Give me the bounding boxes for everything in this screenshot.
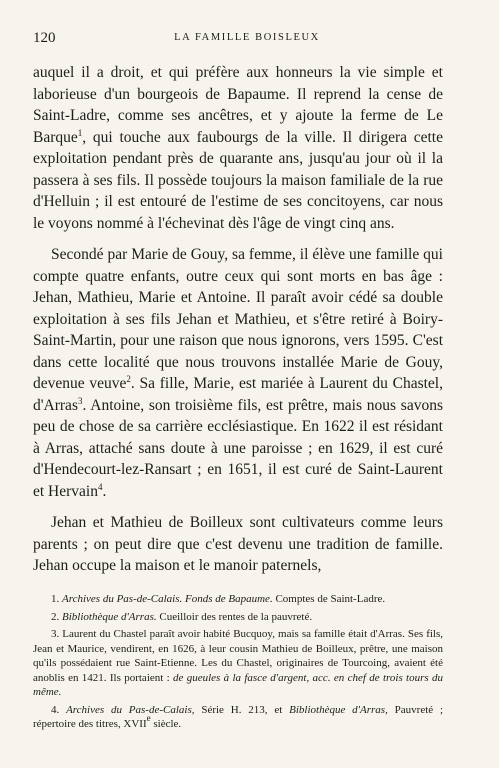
footnotes	[33, 592, 443, 735]
footnote-ref-2: 2	[126, 374, 131, 384]
footnote-1-text: Comptes de Saint-Ladre.	[272, 593, 386, 605]
paragraph-1	[33, 62, 443, 234]
paragraph-2-text-d: .	[102, 482, 107, 500]
footnote-1	[33, 592, 443, 607]
paragraph-1-text-a: auquel il a droit, et qui préfère aux honneurs la vie simple et laborieuse d'un bourgeois de Bapaume. Il reprend la cense de Saint-Ladre, comme ses ancêtres, et y ajoute la ferme de Le Barque	[33, 64, 443, 146]
paragraph-2-text-b: . Sa fille, Marie, est mariée à Laurent du Chastel, d'Arras	[33, 375, 443, 414]
paragraph-3: Jehan et Mathieu de Boilleux sont cultivateurs comme leurs parents ; on peut dire que c'est devenu une tradition de famille. Jehan occupe la maison et le manoir paternels,	[33, 514, 443, 574]
footnote-4	[33, 703, 443, 732]
paragraph-2	[33, 244, 443, 502]
footnote-2-source: Bibliothèque d'Arras.	[62, 610, 157, 623]
footnote-4-source-a: Archives du Pas-de-Calais,	[66, 703, 195, 716]
footnote-4-text-b: Pauvreté ; répertoire des titres, XVII	[33, 703, 444, 730]
footnote-4-text-c: siècle.	[150, 718, 182, 730]
footnote-3	[33, 627, 443, 700]
footnote-2	[33, 610, 443, 625]
footnote-4-number: 4.	[51, 703, 60, 716]
footnote-ref-3: 3	[77, 395, 83, 406]
footnote-1-source: Archives du Pas-de-Calais. Fonds de Bapaume.	[62, 593, 273, 605]
paragraph-2-text-a: Secondé par Marie de Gouy, sa femme, il élève une famille qui compte quatre enfants, outre ceux qui sont morts en bas âge : Jehan, Mathieu, Marie et Antoine. Il paraît avoir cédé sa double exploitation à ses fils Jehan et Mathieu, et s'être retiré à Boiry-Saint-Martin, pour une raison que nous ignorons, vers 1595. C'est dans cette localité que nous trouvons installée Marie de Gouy, devenue veuve	[33, 246, 443, 392]
footnote-2-text: Cueilloir des rentes de la pauvreté.	[156, 610, 313, 623]
main-text	[33, 62, 443, 587]
footnote-ref-4: 4	[97, 481, 103, 492]
page-header	[33, 30, 461, 46]
page-number: 120	[33, 30, 56, 46]
footnote-ref-1: 1	[77, 127, 83, 138]
footnote-3-text: Laurent du Chastel paraît avoir habité Bucquoy, mais sa famille était d'Arras. Ses fils, Jean et Maurice, vendirent, en 1626, à leur cousin Mathieu de Boilleux, prêtre, une maison qu'ils possédaient rue Saint-Etienne. Les du Chastel, originaires de Tourcoing, avaient été anoblis en 1421. Ils portaient :	[33, 628, 443, 684]
footnote-3-blazon: de gueules à la fasce d'argent, acc. en chef de trois tours du même.	[33, 671, 443, 698]
paragraph-1-text-b: , qui touche aux faubourgs de la ville. Il dirigera cette exploitation pendant près de quarante ans, jusqu'au jour où il la passera à ses fils. Il possède toujours la maison familiale de la rue d'Helluin ; il est entouré de l'estime de ses concitoyens, car nous le voyons nommé à l'échevinat dès l'âge de vingt cinq ans.	[33, 128, 443, 232]
footnote-4-source-b: Bibliothèque d'Arras,	[289, 703, 388, 716]
footnote-1-number: 1.	[51, 593, 60, 605]
footnote-4-superscript: e	[146, 713, 151, 723]
running-title: LA FAMILLE BOISLEUX	[174, 32, 320, 43]
paragraph-2-text-c: . Antoine, son troisième fils, est prêtre, mais nous savons peu de chose de sa carrière ecclésiastique. En 1622 il est résidant à Arras, attaché sans doute à une paroisse ; en 1629, il est curé d'Hendecourt-lez-Ransart ; en 1651, il est curé de Saint-Laurent et Hervain	[33, 396, 443, 500]
footnote-3-number: 3.	[51, 628, 60, 640]
footnote-2-number: 2.	[51, 610, 60, 623]
footnote-4-text-a: Série H. 213, et	[194, 703, 290, 716]
